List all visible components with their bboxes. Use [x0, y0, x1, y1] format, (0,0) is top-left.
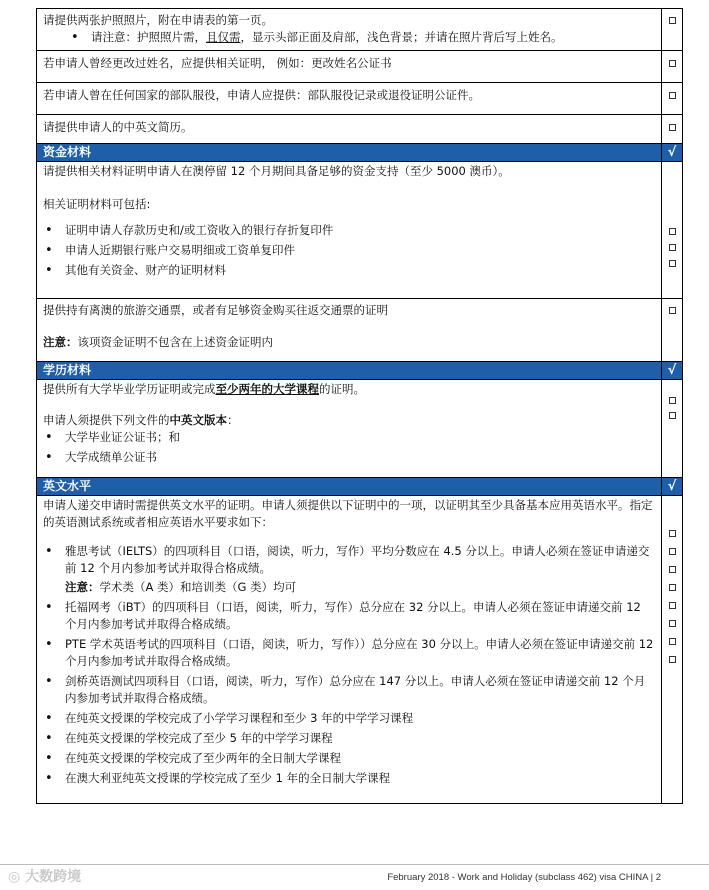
- checkbox[interactable]: [669, 60, 676, 67]
- list-item: • 证明申请人存款历史和/或工资收入的银行存折复印件: [43, 222, 655, 239]
- weibo-icon: ◎: [8, 869, 26, 885]
- list-item: • 在纯英文授课的学校完成了至少 5 年的中学学习课程: [43, 730, 655, 747]
- row-ticket: 提供持有离澳的旅游交通票，或者有足够资金购买往返交通票的证明 注意：该项资金证明不包含在上述资金证明内: [37, 299, 683, 362]
- checkbox[interactable]: [669, 602, 676, 609]
- section-title: 资金材料: [37, 144, 662, 162]
- checkbox[interactable]: [669, 17, 676, 24]
- section-english: [37, 478, 683, 496]
- list-item: • 雅思考试（IELTS）的四项科目（口语，阅读，听力，写作）平均分数应在 4.5 分以上。申请人必须在签证申请递交前 12 个月内参加考试并取得合格成绩。 注意：学术类（A 类）和培训类（G 类）均可: [43, 543, 655, 596]
- checkbox[interactable]: [669, 638, 676, 645]
- row-education: 提供所有大学毕业学历证明或完成至少两年的大学课程的证明。 申请人须提供下列文件的中英文版本： • 大学毕业证公证书；和 • 大学成绩单公证书: [37, 380, 683, 478]
- watermark-logo: ◎ 大数跨境: [8, 869, 82, 885]
- footer-text: February 2018 - Work and Holiday (subclass 462) visa CHINA | 2: [387, 872, 661, 883]
- section-tick: √: [662, 478, 683, 496]
- page-footer: [0, 864, 709, 890]
- checkbox[interactable]: [669, 584, 676, 591]
- checkbox[interactable]: [669, 656, 676, 663]
- section-education: [37, 362, 683, 380]
- section-tick: √: [662, 144, 683, 162]
- section-title: 学历材料: [37, 362, 662, 380]
- checkbox[interactable]: [669, 397, 676, 404]
- photo-requirement: 请提供两张护照照片，附在申请表的第一页。: [43, 13, 273, 27]
- section-tick: √: [662, 362, 683, 380]
- row-name-change: 若申请人曾经更改过姓名，应提供相关证明， 例如：更改姓名公证书: [37, 51, 683, 83]
- row-military: 若申请人曾在任何国家的部队服役，申请人应提供：部队服役记录或退役证明公证件。: [37, 83, 683, 115]
- list-item: • 在澳大利亚纯英文授课的学校完成了至少 1 年的全日制大学课程: [43, 770, 655, 787]
- list-item: • 其他有关资金、财产的证明材料: [43, 262, 655, 279]
- section-title: 英文水平: [37, 478, 662, 496]
- checkbox[interactable]: [669, 228, 676, 235]
- row-photos: [37, 9, 683, 51]
- checkbox[interactable]: [669, 260, 676, 267]
- checkbox[interactable]: [669, 530, 676, 537]
- checklist-table: [36, 8, 683, 804]
- list-item: • 托福网考（iBT）的四项科目（口语，阅读，听力，写作）总分应在 32 分以上。申请人必须在签证申请递交前 12 个月内参加考试并取得合格成绩。: [43, 599, 655, 633]
- checkbox[interactable]: [669, 620, 676, 627]
- list-item: • 剑桥英语测试四项科目（口语，阅读，听力，写作）总分应在 147 分以上。申请人必须在签证申请递交前 12 个月内参加考试并取得合格成绩。: [43, 673, 655, 707]
- row-english: 申请人递交申请时需提供英文水平的证明。申请人须提供以下证明中的一项，以证明其至少具备基本应用英语水平。指定的英语测试系统或者相应英语水平要求如下： • 雅思考试（IELTS）的四项科目（口语，阅读，听力，写作）平均分数应在 4.5 分以上。申请人必须在签证申请递交前 12 个月内参加考试并取得合格成绩。 注意：学术类（A 类）和培训类（G 类）均可 • 托福网考（iBT）的四项科目（口语，阅读，听力，写作）总分应在 32 分以上。申请人必须在签证申请递交前 12 个月内参加考试并取得合格成绩。 • PTE 学术英语考试的四项科目（口语，阅读，听力，写作））总分应在 30 分以上。申请人必须在签证申请递交前 12 个月内参加考试并取得合格成绩。 • 剑桥英语测试四项科目（口语，阅读，听力，写作）总分应在 147 分以上。申请人必须在签证申请递交前 12 个月内参加考试并取得合格成绩。 • 在纯英文授课的学校完成了小学学习课程和至少 3 年的中学学习课程 • 在纯英文授课的学校完成了至少 5 年的中学学习课程 • 在纯英文授课的学校完成了至少两年的全日制大学课程 • 在澳大利亚纯英文授课的学校完成了至少 1 年的全日制大学课程: [37, 496, 683, 804]
- photo-note: • 请注意：护照照片需，且仅需，显示头部正面及肩部，浅色背景；并请在照片背后写上姓名。: [43, 29, 655, 46]
- row-funds: 请提供相关材料证明申请人在澳停留 12 个月期间具备足够的资金支持（至少 5000 澳币）。 相关证明材料可包括: • 证明申请人存款历史和/或工资收入的银行存折复印件 • 申请人近期银行账户交易明细或工资单复印件 • 其他有关资金、财产的证明材料: [37, 162, 683, 299]
- section-funds: [37, 144, 683, 162]
- checkbox[interactable]: [669, 92, 676, 99]
- list-item: • 申请人近期银行账户交易明细或工资单复印件: [43, 242, 655, 259]
- checkbox[interactable]: [669, 124, 676, 131]
- list-item: • 在纯英文授课的学校完成了至少两年的全日制大学课程: [43, 750, 655, 767]
- checkbox[interactable]: [669, 244, 676, 251]
- list-item: • 在纯英文授课的学校完成了小学学习课程和至少 3 年的中学学习课程: [43, 710, 655, 727]
- checkbox[interactable]: [669, 548, 676, 555]
- list-item: • 大学毕业证公证书；和: [43, 429, 655, 446]
- checkbox[interactable]: [669, 307, 676, 314]
- row-cv: 请提供申请人的中英文简历。: [37, 115, 683, 144]
- checkbox[interactable]: [669, 412, 676, 419]
- list-item: • PTE 学术英语考试的四项科目（口语，阅读，听力，写作））总分应在 30 分以上。申请人必须在签证申请递交前 12 个月内参加考试并取得合格成绩。: [43, 636, 655, 670]
- list-item: • 大学成绩单公证书: [43, 449, 655, 466]
- checkbox[interactable]: [669, 566, 676, 573]
